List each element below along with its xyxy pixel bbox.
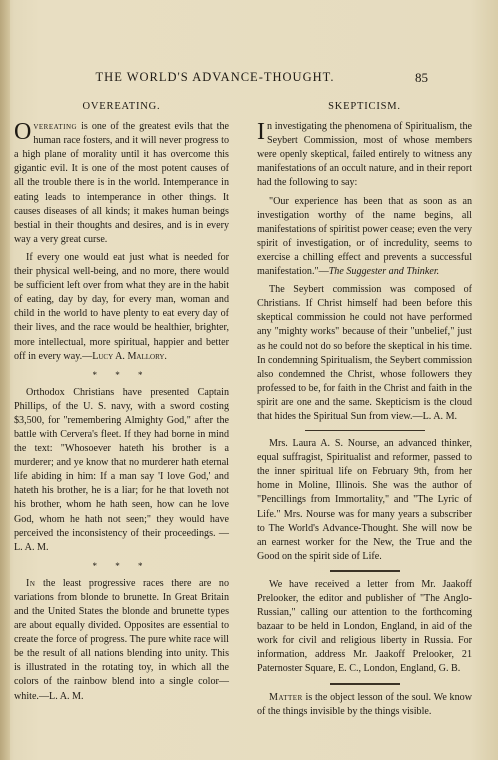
section-divider — [330, 570, 400, 572]
overeating-paragraph-2-text: If every one would eat just what is needed for their physical well-being, and no more, there would be sufficient left over from what they are in the habit of eating, day by day, for every man, woman and child in the world to have plenty to eat every day of their lives, and the race would be healthier, brighter, more intellectual, more spiritual, happier and better off in every way.— — [14, 251, 229, 362]
matter-article — [257, 691, 472, 719]
dropcap-i: I — [257, 119, 265, 146]
races-article — [14, 577, 229, 704]
right-column — [257, 100, 472, 723]
races-article-text: the least progressive races there are no variations from blonde to brunette. In Great Britain and the United States the blonde and brunette types are about equally divided. Opposites are essential to create the force of progress. The pure white race will be the result of all nations blending into unity. This is illustrated in the rotating toy, in which all the colors of the rainbow blend into a single color—white.—L. A. M. — [14, 577, 229, 702]
overeating-paragraph-1 — [14, 120, 229, 247]
author-signature: Lucy A. Mallory. — [92, 350, 167, 362]
matter-lead-word: Matter — [269, 691, 303, 703]
skepticism-quote — [257, 195, 472, 280]
heading-skepticism: SKEPTICISM. — [328, 101, 401, 112]
page-binding-edge — [0, 0, 10, 760]
skepticism-paragraph-1-text: n investigating the phenomena of Spiritualism, the Seybert Commission, most of whose members were openly skeptical, failed entirely to witness any manifestations of an occult nature, and in their report had the following to say: — [257, 121, 472, 189]
skepticism-paragraph-1 — [257, 120, 472, 190]
overeating-paragraph-2 — [14, 251, 229, 364]
page-number: 85 — [415, 70, 428, 85]
skepticism-paragraph-3: The Seybert commission was composed of Christians. If Christ himself had been before this skeptical commission he could not have performed any "mighty works" because of their "unbelief," just as he could not do so before the skeptical in his time. In condemning Spiritualism, the Seybert commission also condemned the Christ, whose followers they professed to be, for faith in the Christ and faith in the spirit are one and the same. Skepticism is the cloud that hides the Spiritual Sun from view.—L. A. M. — [257, 284, 472, 422]
prelooker-article: We have received a letter from Mr. Jaakoff Prelooker, the editor and publisher of "The Anglo-Russian," calling our attention to the forthcoming bazaar to be held in London, England, in aid of the work for civil and religious liberty in Russia. For information, address Mr. Jaakoff Prelooker, 21 Paternoster Square, E. C., London, England, G. B. — [257, 578, 472, 675]
section-asterism: * * * — [92, 369, 151, 380]
running-head — [0, 70, 498, 86]
races-lead-word: In — [26, 577, 36, 589]
nourse-article: Mrs. Laura A. S. Nourse, an advanced thinker, equal suffragist, Spiritualist and reformer, passed to the inner spiritual life on February 9th, from her home in Moline, Illinois. She was the author of "Pencillings from Immortality," and "The Lyric of Life." Mrs. Nourse was for many years a subscriber to The World's Advance-Thought. She will now be an earnest worker for the New, the True and the Good on the spirit side of Life. — [257, 438, 472, 562]
section-divider — [305, 430, 425, 431]
dropcap-o: O — [14, 119, 32, 146]
heading-overeating: OVEREATING. — [82, 101, 161, 112]
journal-title: THE WORLD'S ADVANCE-THOUGHT. — [95, 70, 335, 84]
skepticism-quote-text: "Our experience has been that as soon as an investigation worthy of the name begins, all manifestations of spiritist power cease; even the very spirit of investigation, or of incredulity, seems to exercise a chilling effect and prevents a successful manifestation."— — [257, 195, 472, 278]
overeating-first-word: vereating — [33, 121, 78, 133]
matter-article-text: is the object lesson of the soul. We know of the things invisible by the things visible. — [257, 691, 472, 717]
sword-article: Orthodox Christians have presented Captain Phillips, of the U. S. navy, with a sword costing $3,500, for "remembering Almighty God," after the battle with Cervera's fleet. If they had borne in mind the text: "Whosoever hateth his brother is a murderer; and ye know that no murderer hath eternal life abiding in him: If a man say 'I love God,' and hateth his brother, he is a liar; for he that loveth not his brother, whom he hath seen, how can he love God, whom he hath not seen;" they would have perceived the inconsistency of their proceedings. —L. A. M. — [14, 386, 229, 553]
overeating-paragraph-1-text: is one of the greatest evils that the human race fosters, and it will never progress to a high plane of morality until it has overcome this gigantic evil. It is one of the most potent causes of all the trouble there is in the world. Intemperance in eating leads to intemperance in other things. It causes diseases of all kinds; it makes human beings bestial in their thoughts and desires, and is in every way a very great curse. — [14, 121, 229, 245]
quote-source: The Suggester and Thinker. — [328, 266, 440, 278]
section-asterism: * * * — [92, 560, 151, 571]
section-divider — [330, 683, 400, 685]
left-column — [14, 100, 229, 708]
